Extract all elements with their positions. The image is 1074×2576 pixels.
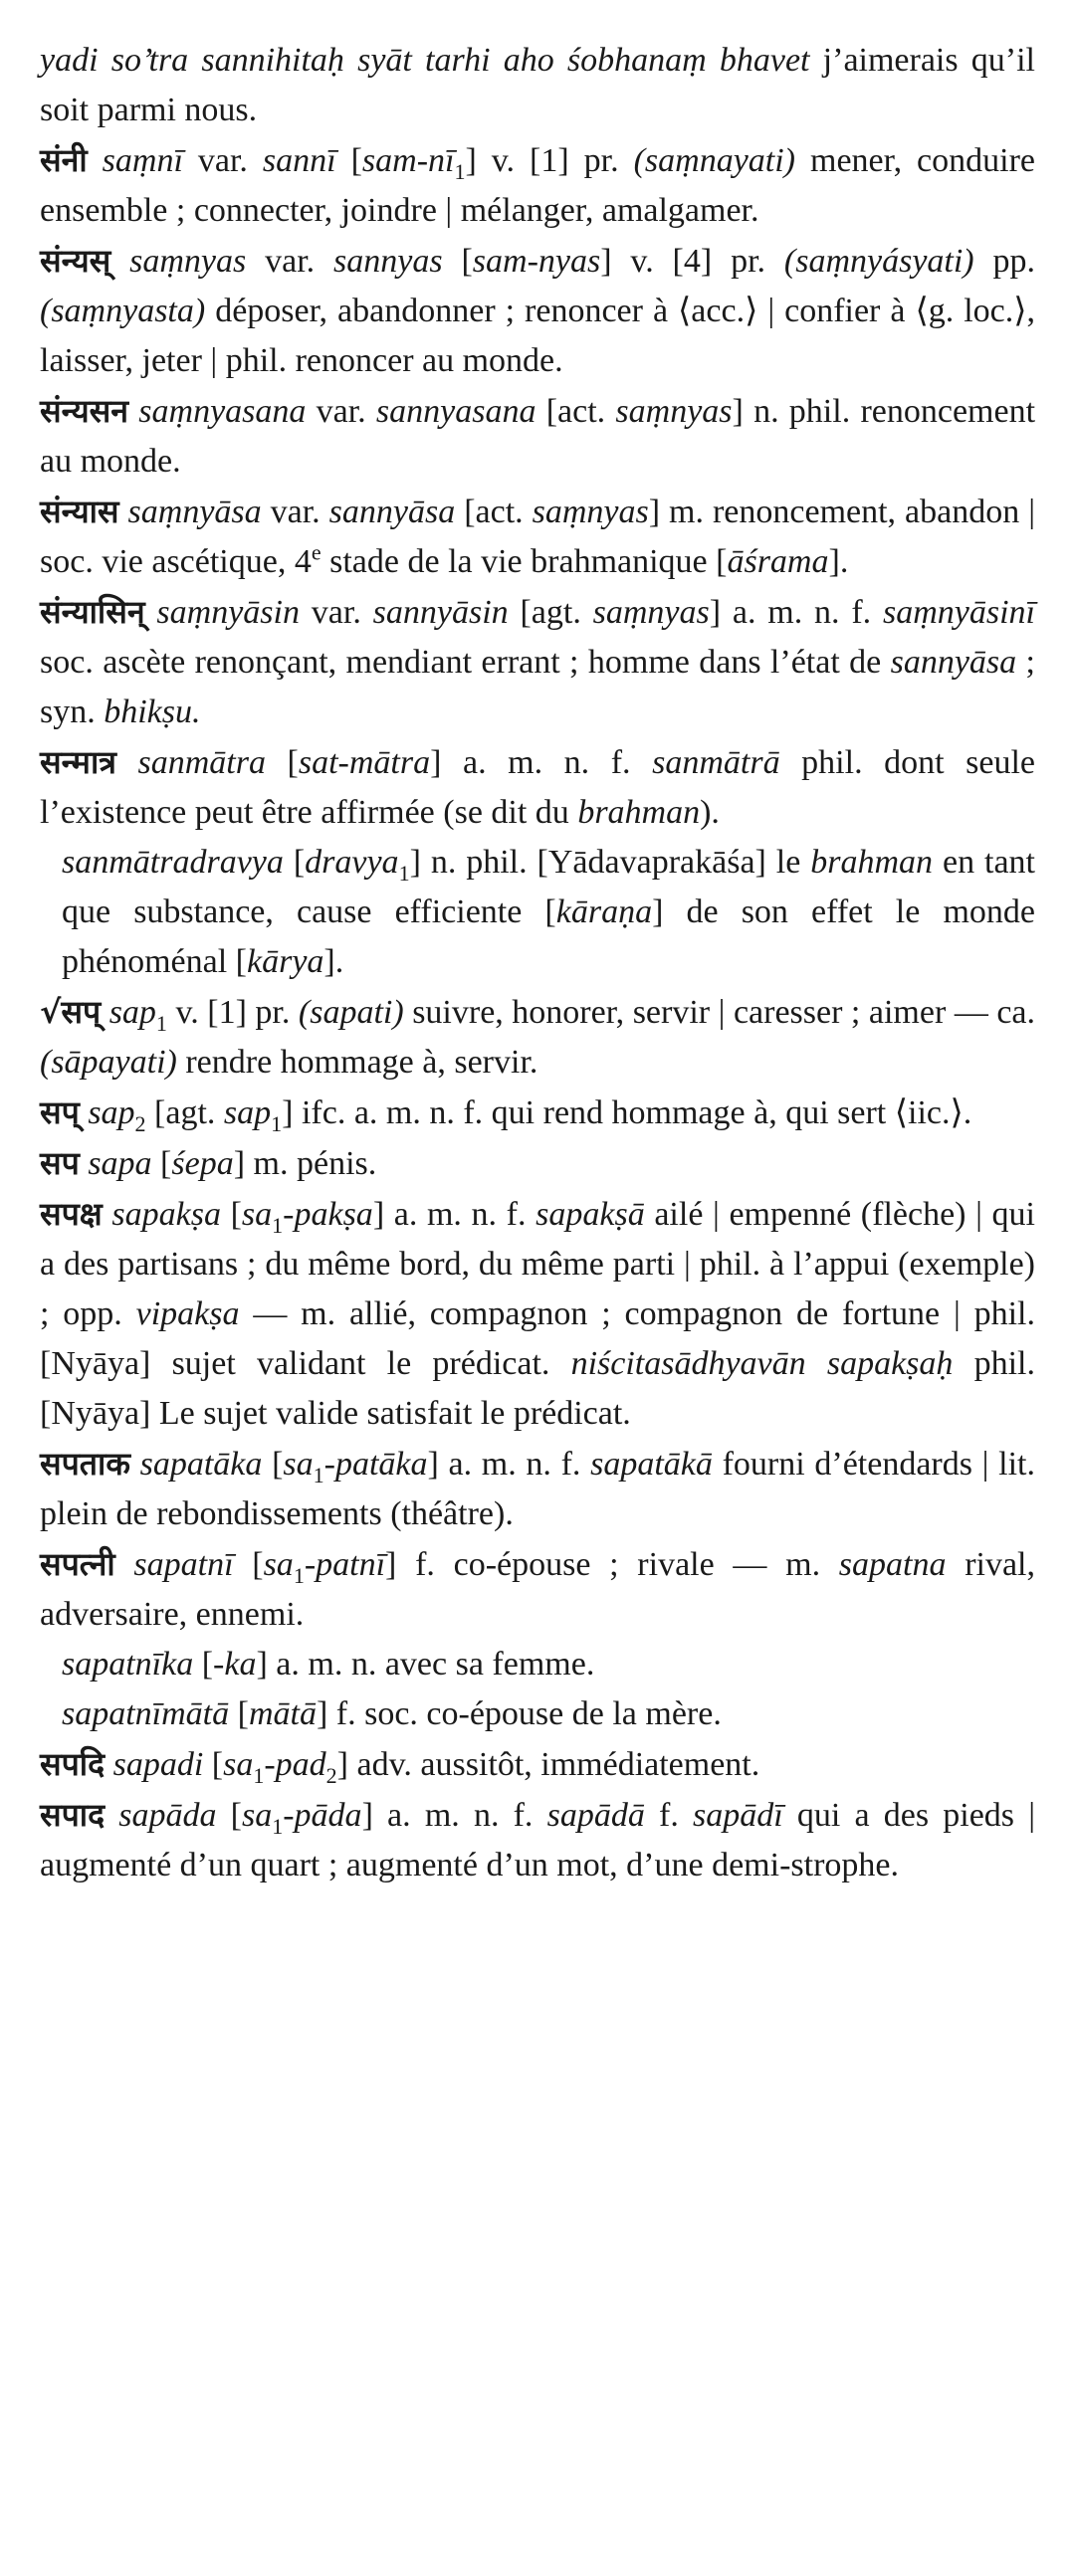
dictionary-entry: संन्यसन saṃnyasana var. sannyasana [act. saṃnyas] n. phil. renoncement au monde. <box>40 392 1036 480</box>
dictionary-entry: सपताक sapatāka $[sa_1-patāka]$ a. m. n. f. sapatākā fourni d’étendards | lit. plein de rebondissements (théâtre). <box>40 1445 1035 1532</box>
dictionary-entry: √सप् sap$_1$ v. [1] pr. (sapati) suivre, honorer, servir | caresser ; aimer — ca. (sāpayati) rendre hommage à, servir. <box>40 993 1036 1081</box>
dictionary-subentry: sapatnīka [-ka] a. m. n. avec sa femme. <box>62 1646 595 1683</box>
dictionary-entry: सपदि sapadi $[sa_1-pad_2]$ adv. aussitôt, immédiatement. <box>40 1745 760 1788</box>
dictionary-entry: सप sapa [śepa] m. pénis. <box>40 1144 377 1182</box>
dictionary-entry: सपत्नी sapatnī $[sa_1-patnī]$ f. co-épouse ; rivale — m. sapatna rival, adversaire, ennemi. <box>40 1545 1036 1633</box>
dictionary-entry: संन्यास saṃnyāsa var. sannyāsa [act. saṃnyas] m. renoncement, abandon | soc. vie ascétique, 4e stade de la vie brahmanique [āśrama]. <box>40 493 1036 580</box>
dictionary-page <box>40 36 1035 1890</box>
dictionary-subentry: sapatnīmātā [mātā] f. soc. co-épouse de la mère. <box>62 1695 722 1732</box>
dictionary-entry: yadi so’tra sannihitaḥ syāt tarhi aho śobhanaṃ bhavet j’aimerais qu’il soit parmi nous. <box>40 42 1035 128</box>
dictionary-entry: संन्यासिन् saṃnyāsin var. sannyāsin [agt. saṃnyas] a. m. n. f. saṃnyāsinī soc. ascète renonçant, mendiant errant ; homme dans l’état de sannyāsa ; syn. bhikṣu. <box>40 593 1035 730</box>
dictionary-entry: सप् sap$_2$ [agt. sap$_1$] ifc. a. m. n. f. qui rend hommage à, qui sert ⟨iic.⟩. <box>40 1093 972 1136</box>
dictionary-entry: सन्मात्र sanmātra [sat-mātra] a. m. n. f. sanmātrā phil. dont seule l’existence peut être affirmée (se dit du brahman). <box>40 743 1036 831</box>
dictionary-subentry: sanmātradravya [dravya$_1$] n. phil. [Yādavaprakāśa] le brahman en tant que substance, cause efficiente [kāraṇa] de son effet le monde phénoménal [kārya]. <box>62 844 1035 980</box>
dictionary-entry: संनी saṃnī var. sannī $[sam-nī_1]$ v. [1] pr. (saṃnayati) mener, conduire ensemble ; connecter, joindre | mélanger, amalgamer. <box>40 141 1036 229</box>
dictionary-entry: सपाद sapāda $[sa_1-pāda]$ a. m. n. f. sapādā f. sapādī qui a des pieds | augmenté d’un quart ; augmenté d’un mot, d’une demi-strophe. <box>40 1796 1035 1883</box>
dictionary-entry: सपक्ष sapakṣa $[sa_1-pakṣa]$ a. m. n. f. sapakṣā ailé | empenné (flèche) | qui a des partisans ; du même bord, du même parti | phil. à l’appui (exemple) ; opp. vipakṣa — m. allié, compagnon ; compagnon de fortune | phil. [Nyāya] sujet validant le prédicat. niścitasādhyavān sapakṣaḥ phil. [Nyāya] Le sujet valide satisfait le prédicat. <box>40 1195 1036 1432</box>
dictionary-entry: संन्यस् saṃnyas var. sannyas [sam-nyas] v. [4] pr. (saṃnyásyati) pp. (saṃnyasta) déposer, abandonner ; renoncer à ⟨acc.⟩ | confier à ⟨g. loc.⟩, laisser, jeter | phil. renoncer au monde. <box>40 242 1036 379</box>
